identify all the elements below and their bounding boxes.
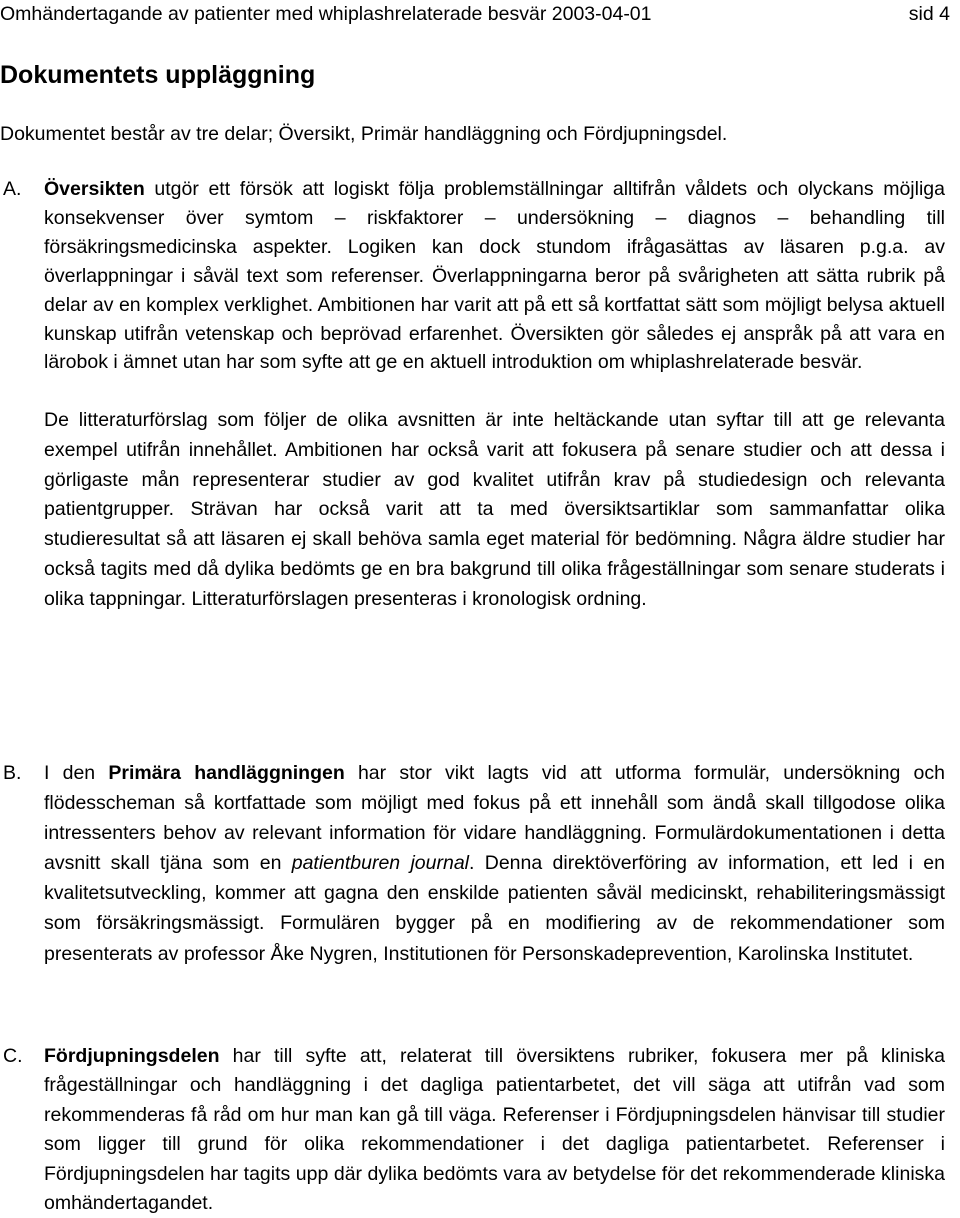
section-marker-b: B.: [3, 762, 22, 784]
section-a-paragraph-1-text: utgör ett försök att logiskt följa problemställningar alltifrån våldets och olyckans möjliga konsekvenser över symtom – riskfaktorer – undersökning – diagnos – behandling till försäkringsmedicinska aspekter. Logiken kan dock stundom ifrågasättas av läsaren p.g.a. av överlappningar i såväl text som referenser. Överlappningarna beror på svårigheten att sätta rubrik på delar av en komplex verklighet. Ambitionen har varit att på ett så kortfattat sätt som möjligt belysa aktuell kunskap utifrån vetenskap och beprövad erfarenhet. Översikten gör således ej anspråk på att vara en lärobok i ämnet utan har som syfte att ge en aktuell introduktion om whiplashrelaterade besvär.: [44, 178, 945, 374]
section-marker-a: A.: [3, 178, 22, 200]
term-fordjupningsdelen: Fördjupningsdelen: [44, 1045, 220, 1067]
running-header: [0, 0, 950, 28]
section-a: [0, 175, 945, 614]
section-c-text: har till syfte att, relaterat till översiktens rubriker, fokusera mer på kliniska frågeställningar och handläggning i det dagliga patientarbetet, det vill säga att utifrån vad som rekommenderas få råd om hur man kan gå till väga. Referenser i Fördjupningsdelen hänvisar till studier som ligger till grund för olika rekommendationer i det dagliga patientarbetet. Referenser i Fördjupningsdelen har tagits upp där dylika bedömts vara av betydelse för det rekommenderade kliniska omhändertagandet.: [44, 1045, 945, 1215]
section-c-body: [44, 1042, 945, 1218]
section-a-paragraph-2: De litteraturförslag som följer de olika avsnitten är inte heltäckande utan syftar till att ge relevanta exempel utifrån innehållet. Ambitionen har också varit att fokusera på senare studier och att dessa i görligaste mån representerar studier av god kvalitet utifrån krav på studiedesign och relevanta patientgrupper. Strävan har också varit att ta med översiktsartiklar som sammanfattar olika studieresultat så att läsaren ej skall behöva samla eget material för bedömning. Några äldre studier har också tagits med då dylika bedömts ge en bra bakgrund till olika frågeställningar som senare studerats i olika tappningar. Litteraturförslagen presenteras i kronologisk ordning.: [44, 409, 945, 610]
intro-paragraph: Dokumentet består av tre delar; Översikt, Primär handläggning och Fördjupningsdel.: [0, 123, 728, 145]
section-c-paragraph: [44, 1042, 945, 1218]
running-title: Omhändertagande av patienter med whiplashrelaterade besvär 2003-04-01: [0, 3, 652, 25]
term-primara-handlaggningen: Primära handläggningen: [108, 762, 345, 784]
section-marker-c: C.: [3, 1045, 23, 1067]
page-number: sid 4: [908, 3, 950, 25]
term-oversikten: Översikten: [44, 178, 145, 200]
section-b-text-1: har stor vikt lagts vid att utforma formulär, undersökning och flödesscheman så kortfattade som möjligt med fokus på ett innehåll som ändå skall tillgodose olika intressenters behov av relevant information för vidare handläggning. Formulärdokumentationen i detta avsnitt skall tjäna som en: [44, 762, 945, 875]
section-heading: Dokumentets uppläggning: [0, 61, 316, 89]
section-b-body: [44, 758, 945, 969]
section-b-lead: I den: [44, 762, 109, 784]
section-a-paragraph-1: [44, 175, 945, 377]
section-b-text-2: . Denna direktöverföring av information, ett led i en kvalitetsutveckling, kommer att gagna den enskilde patienten såväl medicinskt, rehabiliteringsmässigt som försäkringsmässigt. Formulären bygger på en modifiering av de rekommendationer som presenterats av professor Åke Nygren, Institutionen för Personskadeprevention, Karolinska Institutet.: [44, 852, 945, 965]
section-b: [0, 758, 945, 969]
term-patientburen-journal: patientburen journal: [291, 852, 470, 875]
section-a-body: [44, 175, 945, 614]
section-b-paragraph: [44, 758, 945, 969]
section-c: [0, 1042, 945, 1218]
